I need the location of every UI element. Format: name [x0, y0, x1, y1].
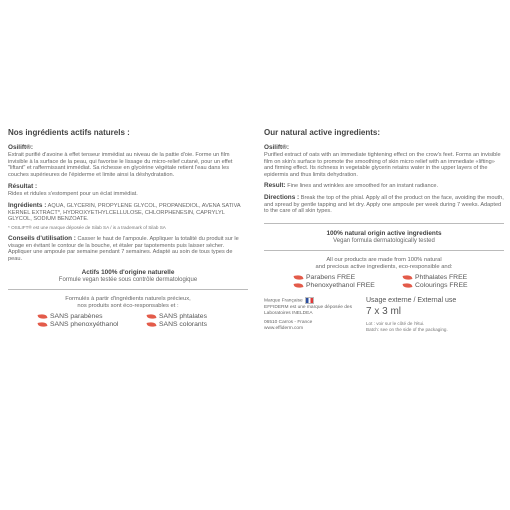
right-free-item: Parabens FREE [294, 274, 395, 281]
right-result-label: Result: [264, 182, 286, 190]
left-osilift-text: Extrait purifié d'avoine à effet tenseur immédiat au niveau de la pattie d'oie. Forme un film invisible à la surface de la peau, qui favorise le lissage du micro-relief cutané, pour un effet "liftant" et raffermissant immédiat. Sa richesse en glycérine végétale retient l'eau dans les couches supérieures de l'épiderme et limite ainsi la déshydratation. [8, 152, 233, 178]
brand-line: Marque Française [264, 297, 352, 305]
left-ingredients-label: Ingrédients : [8, 201, 47, 209]
company-address: 06510 Carros - France [264, 319, 313, 325]
left-free-list [38, 313, 248, 328]
left-osilift-label: Osilift®: [8, 144, 33, 151]
left-free-item: SANS phenoxyéthanol [38, 321, 139, 328]
left-advice-text: Casser le haut de l'ampoule. Appliquer la totalité du produit sur le visage en évitant le contour de la bouche, et étaler par tapotements puis laisser sécher. Appliquer une ampoule par semaine pendant 7 semaines. Adapté au soin de tous types de peau. [8, 236, 239, 262]
leaf-icon [147, 321, 157, 328]
left-free-item: SANS colorants [147, 321, 248, 328]
leaf-icon [294, 282, 304, 289]
legal-footer [264, 297, 504, 332]
left-free-item: SANS phtalates [147, 313, 248, 320]
usage-label: Usage externe / External use [366, 297, 457, 305]
leaf-icon [403, 274, 413, 281]
left-advice-label: Conseils d'utilisation : [8, 235, 76, 243]
right-section-title: Our natural active ingredients: [264, 128, 381, 137]
right-free-item: Phthalates FREE [403, 274, 504, 281]
leaf-icon [403, 282, 413, 289]
left-result-text: Rides et ridules s'estompent pour un éclat immédiat. [8, 191, 138, 198]
leaf-icon [147, 313, 157, 320]
left-free-item: SANS parabènes [38, 313, 139, 320]
french-column [8, 128, 248, 328]
right-divider [264, 250, 504, 251]
right-osilift-text: Purified extract of oats with an immediate tightening effect on the crow's feet. Forms an invisible film on skin's surface to promote the smoothing of skin micro relief with an immediate «lifting» and firming effect. Its richness in vegetable glycerin retains water in the upper layers of the epidermis and thus limits dehydration. [264, 152, 501, 178]
right-divider-top [264, 223, 504, 224]
right-origin-subtitle: Vegan formula dermatologically tested [333, 237, 435, 244]
french-flag-icon [305, 297, 314, 304]
company-info [264, 297, 352, 332]
left-origin-subtitle: Formule vegan testée sous contrôle dermatologique [58, 276, 198, 283]
leaf-icon [294, 274, 304, 281]
left-advice [8, 236, 248, 262]
right-eco-line-1: All our products are made from 100% natural [326, 257, 442, 264]
company-line-2: Laboratoires INELDEA [264, 310, 313, 316]
right-directions [264, 195, 504, 215]
right-free-list [294, 274, 504, 289]
lot-line-en: Batch: see on the side of the packaging. [366, 326, 448, 332]
left-result-label: Résultat : [8, 183, 38, 191]
right-free-item: Phenoxyethanol FREE [294, 282, 395, 289]
left-section-title: Nos ingrédients actifs naturels : [8, 128, 130, 137]
lot-line-fr: Lot : voir sur le côté de l'étui. [366, 321, 425, 327]
english-column [264, 128, 504, 332]
right-directions-label: Directions : [264, 193, 300, 201]
left-origin-title: Actifs 100% d'origine naturelle [81, 268, 175, 276]
leaf-icon [38, 313, 48, 320]
left-divider [8, 289, 248, 290]
right-free-item: Colourings FREE [403, 282, 504, 289]
usage-info [352, 297, 504, 332]
right-origin-title: 100% natural origin active ingredients [326, 229, 442, 237]
leaf-icon [38, 321, 48, 328]
left-ingredients-text: AQUA, GLYCERIN, PROPYLENE GLYCOL, PROPANEDIOL, AVENA SATIVA KERNEL EXTRACT*, HYDROXYETHYLCELLULOSE, CHLORPHENESIN, CAPRYLYL GLYCOL, SODIUM BENZOATE. [8, 202, 241, 223]
right-result [264, 183, 504, 190]
right-directions-text: Break the top of the phial. Apply all of the product on the face, avoiding the mouth, and spread by gentle tapping and let dry. Apply one ampoule per week during 7 weeks. Adapted to the care of all skin types. [264, 194, 504, 215]
left-ingredients [8, 203, 248, 223]
quantity-label: 7 x 3 ml [366, 306, 402, 318]
right-eco-line-2: and precious active ingredients, eco-responsible and: [315, 264, 453, 271]
left-trademark-note: * OSILIFT® est une marque déposée de Silab SA / is a trademark of Silab SA [8, 224, 166, 230]
company-website: www.effiderm.com [264, 325, 304, 331]
right-result-text: Fine lines and wrinkles are smoothed for an instant radiance. [287, 183, 439, 190]
left-eco-line-1: Formulés à partir d'ingrédients naturels précieux, [65, 296, 191, 303]
right-osilift-label: Osilift®: [264, 144, 289, 151]
left-eco-line-2: nos produits sont éco-responsables et : [77, 303, 179, 310]
company-line-1: EFFIDERM est une marque déposée des [264, 304, 352, 310]
